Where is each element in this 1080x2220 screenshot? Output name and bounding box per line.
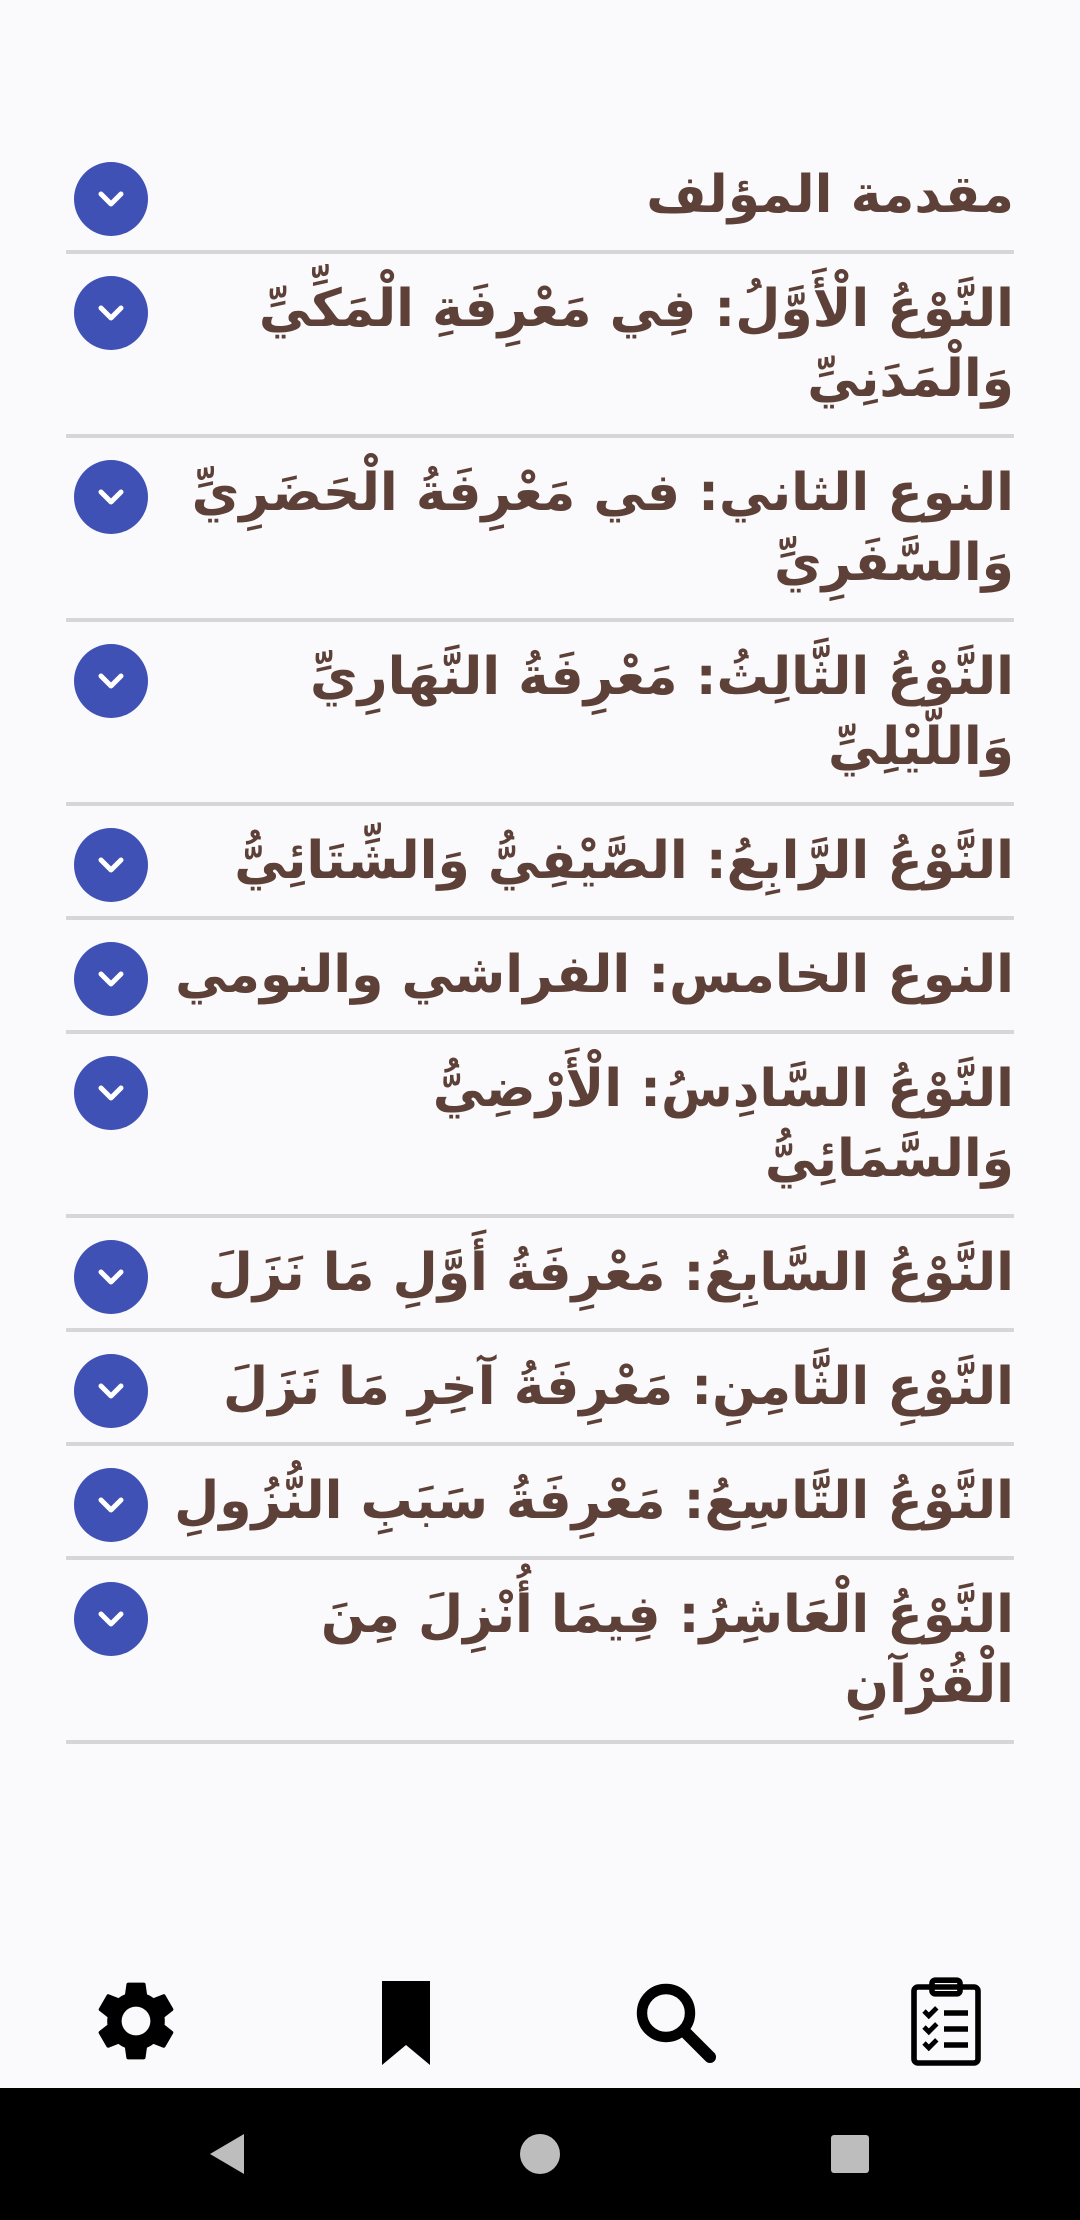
section-title: النَّوْعُ السَّابِعُ: مَعْرِفَةُ أَوَّلِ مَا نَزَلَ xyxy=(207,1243,1014,1303)
search-icon xyxy=(626,1973,722,2069)
expand-button[interactable] xyxy=(74,1056,148,1130)
list-item[interactable] xyxy=(66,806,1014,920)
section-title: مقدمة المؤلف xyxy=(646,165,1014,225)
expand-button[interactable] xyxy=(74,644,148,718)
section-title: النوع الثاني: في مَعْرِفَةُ الْحَضَرِيِّ وَالسَّفَرِيِّ xyxy=(191,463,1014,593)
expand-button[interactable] xyxy=(74,1582,148,1656)
home-circle-icon xyxy=(518,2132,562,2176)
sections-list xyxy=(66,140,1014,1898)
search-button[interactable] xyxy=(614,1966,734,2076)
chevron-down-icon xyxy=(91,1257,131,1297)
section-title: النَّوْعُ الْعَاشِرُ: فِيمَا أُنْزِلَ مِنَ الْقُرْآنِ xyxy=(320,1585,1014,1715)
expand-button[interactable] xyxy=(74,942,148,1016)
list-item[interactable] xyxy=(66,254,1014,438)
expand-button[interactable] xyxy=(74,1468,148,1542)
expand-button[interactable] xyxy=(74,276,148,350)
section-title: النوع الخامس: الفراشي والنومي xyxy=(175,945,1014,1005)
contents-button[interactable] xyxy=(886,1966,1006,2076)
settings-button[interactable] xyxy=(76,1966,196,2076)
section-title: النَّوْعُ السَّادِسُ: الْأَرْضِيُّ وَالسَّمَائِيُّ xyxy=(432,1059,1014,1189)
list-item[interactable] xyxy=(66,1218,1014,1332)
list-item[interactable] xyxy=(66,438,1014,622)
chevron-down-icon xyxy=(91,1599,131,1639)
section-title: النَّوْعُ الثَّالِثُ: مَعْرِفَةُ النَّهَارِيِّ وَاللَّيْلِيِّ xyxy=(310,647,1014,777)
gear-icon xyxy=(88,1973,184,2069)
system-navigation-bar xyxy=(0,2088,1080,2220)
list-item[interactable] xyxy=(66,140,1014,254)
expand-button[interactable] xyxy=(74,828,148,902)
section-title: النَّوْعُ التَّاسِعُ: مَعْرِفَةُ سَبَبِ النُّزُولِ xyxy=(174,1471,1014,1531)
bookmark-icon xyxy=(358,1973,454,2069)
chevron-down-icon xyxy=(91,1371,131,1411)
expand-button[interactable] xyxy=(74,162,148,236)
chevron-down-icon xyxy=(91,845,131,885)
list-item[interactable] xyxy=(66,1034,1014,1218)
list-item[interactable] xyxy=(66,622,1014,806)
back-triangle-icon xyxy=(204,2130,248,2178)
chevron-down-icon xyxy=(91,959,131,999)
chevron-down-icon xyxy=(91,1073,131,1113)
expand-button[interactable] xyxy=(74,1240,148,1314)
list-item[interactable] xyxy=(66,1332,1014,1446)
chevron-down-icon xyxy=(91,179,131,219)
section-title: النَّوْعُ الْأَوَّلُ: فِي مَعْرِفَةِ الْمَكِّيِّ وَالْمَدَنِيِّ xyxy=(258,279,1014,409)
bottom-navigation-bar xyxy=(0,1950,1080,2088)
chevron-down-icon xyxy=(91,477,131,517)
section-title: النَّوْعُ الرَّابِعُ: الصَّيْفِيُّ وَالشِّتَائِيُّ xyxy=(234,831,1014,891)
expand-button[interactable] xyxy=(74,1354,148,1428)
list-item[interactable] xyxy=(66,1560,1014,1744)
bookmarks-button[interactable] xyxy=(346,1966,466,2076)
chevron-down-icon xyxy=(91,1485,131,1525)
system-back-button[interactable] xyxy=(186,2118,266,2190)
system-recents-button[interactable] xyxy=(810,2118,890,2190)
chevron-down-icon xyxy=(91,661,131,701)
expand-button[interactable] xyxy=(74,460,148,534)
clipboard-checklist-icon xyxy=(898,1973,994,2069)
system-home-button[interactable] xyxy=(500,2118,580,2190)
chevron-down-icon xyxy=(91,293,131,333)
list-item[interactable] xyxy=(66,1446,1014,1560)
list-item[interactable] xyxy=(66,920,1014,1034)
recents-square-icon xyxy=(828,2132,872,2176)
section-title: النَّوْعِ الثَّامِنِ: مَعْرِفَةُ آخِرِ مَا نَزَلَ xyxy=(223,1357,1014,1417)
